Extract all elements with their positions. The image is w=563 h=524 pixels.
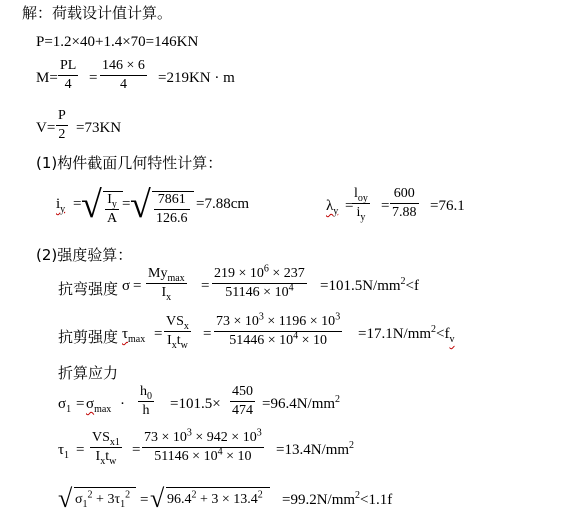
combined-formula	[58, 484, 438, 520]
heading-label: 解：	[22, 4, 53, 22]
combined-eq: =	[140, 492, 149, 508]
sqrt-overline	[74, 487, 136, 488]
combined-radicand-1	[75, 489, 131, 510]
shear-f1-den-b: t	[176, 333, 181, 348]
shear-f1-num-sub: x	[183, 320, 189, 332]
bending-f1-den-sub: x	[166, 291, 172, 303]
m-formula	[36, 58, 336, 103]
combined-r2-b-sup: 2	[257, 489, 263, 501]
tau1-f2-num-b: × 942 × 10	[191, 430, 257, 445]
shear-f1-den-a-sub: x	[171, 339, 177, 351]
sigma1-fraction-1	[138, 384, 154, 419]
combined-result-tail: <1.1f	[360, 492, 393, 508]
bending-eq2: =	[201, 278, 210, 294]
bending-f1-num-sub: max	[167, 272, 185, 284]
iy-lhs	[56, 196, 65, 213]
sqrt-symbol: √	[130, 184, 151, 226]
sigma1-f2-denominator: 474	[232, 403, 253, 418]
tau1-result-exp: 2	[349, 440, 355, 451]
sigma1-fraction-2	[230, 384, 255, 419]
bending-result	[320, 278, 419, 295]
tau1-f1-num-sub: x1	[109, 436, 120, 448]
shear-eq2: =	[203, 326, 212, 342]
bending-label: 抗弯强度	[58, 280, 119, 298]
bending-result-exp: 2	[400, 276, 406, 287]
combined-result-exp: 2	[355, 490, 361, 501]
sigma1-f1-numerator	[138, 384, 154, 401]
shear-result-tail-sub: v	[449, 334, 455, 345]
bending-f2-den-exp: 4	[288, 282, 294, 294]
lambda-lhs	[326, 198, 338, 215]
shear-result-tail: <f	[436, 326, 450, 342]
shear-f2-den-exp: 4	[293, 330, 299, 342]
tau1-symbol: τ	[58, 442, 65, 458]
tau1-result-value: =13.4N/mm	[276, 442, 350, 458]
v-result: =73KN	[76, 120, 122, 136]
shear-f2-num-exp2: 3	[335, 311, 341, 323]
iy-f1-num-sub: y	[111, 198, 117, 210]
v-lhs: V=	[36, 120, 56, 136]
m-f2-numerator: 146 × 6	[102, 58, 145, 73]
v-fraction	[56, 108, 68, 143]
lambda-f2-denominator: 7.88	[392, 205, 417, 220]
sigma1-result-value: =96.4N/mm	[262, 396, 336, 412]
tau1-f1-den-a-sub: x	[100, 455, 106, 467]
v-denominator: 2	[58, 127, 66, 142]
sigma1-dot: ·	[120, 396, 125, 412]
sqrt-overline	[166, 487, 270, 488]
lambda-f1-den-sub: y	[360, 211, 366, 223]
reduced-stress-label: 折算应力	[58, 364, 119, 382]
iy-f1-numerator	[105, 192, 119, 209]
bending-f2-num-a: 219 × 10	[214, 266, 264, 281]
section-2-heading: (2)强度验算：	[36, 246, 133, 264]
sqrt-symbol: √	[58, 484, 73, 513]
m-f1-numerator: PL	[60, 58, 77, 73]
sigma1-result	[262, 396, 340, 413]
sigma1-eq: =	[76, 396, 85, 412]
lambda-eq1: =	[345, 198, 354, 214]
shear-f2-num-a: 73 × 10	[216, 314, 259, 329]
tau1-f2-den-a: 51146 × 10	[154, 449, 218, 464]
shear-f2-den-a: 51446 × 10	[229, 333, 294, 348]
sigma1-mid: =101.5×	[170, 396, 221, 412]
shear-f2-num-b: × 1196 × 10	[263, 314, 336, 329]
combined-radicand-2	[167, 489, 263, 508]
iy-fraction-1	[105, 192, 119, 227]
lambda-f1-num-symbol: l	[354, 186, 358, 201]
tau1-f1-denominator	[94, 448, 119, 465]
shear-f2-denominator	[227, 332, 329, 349]
combined-r1-sigma-sub: 1	[82, 498, 88, 510]
bending-fraction-1	[146, 266, 187, 301]
shear-tau-sub: max	[128, 334, 146, 345]
sigma1-lhs	[58, 396, 71, 413]
bending-eq1: =	[133, 278, 142, 294]
tau1-f1-den-b: t	[105, 449, 110, 464]
sigma-max-subscript: max	[94, 404, 112, 415]
iy-eq1: =	[73, 196, 82, 212]
v-formula	[36, 108, 236, 153]
bending-f1-den-symbol: I	[161, 285, 167, 300]
bending-formula	[58, 263, 478, 311]
bending-result-value: =101.5N/mm	[320, 278, 401, 294]
bending-fraction-2	[212, 263, 307, 301]
combined-r1-tau-sup: 2	[125, 489, 131, 501]
iy-symbol: i	[56, 196, 61, 212]
m-eq: =	[89, 70, 98, 86]
shear-symbol	[122, 326, 145, 343]
tau1-result	[276, 442, 354, 459]
shear-fraction-2	[214, 311, 342, 349]
iy-result: =7.88cm	[196, 196, 250, 212]
m-fraction-2	[100, 58, 147, 93]
shear-f1-num-symbol: VS	[166, 314, 184, 329]
sqrt-symbol: √	[81, 184, 102, 226]
m-fraction-1	[58, 58, 78, 93]
shear-f1-denominator	[165, 332, 190, 349]
iy-subscript: y	[60, 204, 66, 215]
shear-f2-den-b: × 10	[298, 333, 327, 348]
tau1-f2-num-exp2: 3	[256, 427, 262, 439]
shear-fraction-1	[164, 314, 191, 349]
m-f1-denominator: 4	[64, 77, 72, 92]
section-1-heading: (1)构件截面几何特性计算：	[36, 154, 223, 172]
iy-f2-denominator: 126.6	[156, 211, 188, 226]
lambda-f1-den-symbol: i	[356, 205, 361, 220]
shear-result-value: =17.1N/mm	[358, 326, 432, 342]
combined-r1-sigma-sup: 2	[87, 489, 93, 501]
sigma1-f1-num-symbol: h	[140, 384, 147, 399]
sqrt-2	[130, 184, 190, 226]
sigma1-result-exp: 2	[335, 394, 341, 405]
shear-f1-den-b-sub: w	[180, 339, 188, 351]
lambda-subscript: y	[333, 206, 339, 217]
bending-symbol: σ	[122, 278, 131, 294]
shear-tau: τ	[122, 326, 129, 342]
iy-formula	[56, 180, 286, 230]
iy-f2-numerator: 7861	[157, 192, 186, 207]
sqrt-symbol: √	[150, 484, 165, 513]
tau1-formula	[58, 427, 438, 475]
lambda-f1-denominator	[355, 204, 368, 221]
bending-f2-num-b: × 237	[268, 266, 305, 281]
combined-r2-a-sup: 2	[191, 489, 197, 501]
lambda-fraction-2	[390, 186, 419, 221]
lambda-formula	[326, 186, 526, 231]
shear-f1-den-a: I	[167, 333, 172, 348]
sqrt-1	[81, 184, 121, 226]
tau1-fraction-1	[90, 430, 122, 465]
tau1-eq2: =	[132, 442, 141, 458]
lambda-f1-num-sub: oy	[357, 192, 368, 204]
sigma1-symbol: σ	[58, 396, 67, 412]
shear-eq1: =	[154, 326, 163, 342]
tau1-f2-den-exp: 4	[217, 446, 223, 458]
combined-r1-tau-sub: 1	[120, 498, 126, 510]
shear-label: 抗剪强度	[58, 328, 119, 346]
m-lhs: M=	[36, 70, 58, 86]
sigma1-formula	[58, 384, 378, 429]
tau1-f2-den-b: × 10	[222, 449, 252, 464]
tau1-fraction-2	[142, 427, 264, 465]
m-result: =219KN · m	[158, 70, 235, 86]
combined-r2-a: 96.4	[167, 492, 192, 507]
tau1-f2-denominator	[152, 448, 253, 465]
combined-result-value: =99.2N/mm	[282, 492, 356, 508]
combined-r2-b: + 3 × 13.4	[196, 492, 258, 507]
shear-f2-num-exp1: 3	[258, 311, 264, 323]
tau1-subscript: 1	[64, 450, 70, 461]
sigma1-f1-denominator: h	[142, 403, 150, 418]
tau1-f1-num-symbol: VS	[92, 430, 110, 445]
tau1-f1-den-a: I	[95, 449, 101, 464]
iy-f1-num-symbol: I	[107, 192, 112, 207]
combined-r1-sigma: σ	[75, 492, 83, 507]
bending-f1-denominator	[160, 284, 174, 301]
bending-f1-num-symbol: My	[148, 266, 168, 281]
sigma-max	[86, 396, 111, 413]
shear-result	[358, 326, 455, 343]
bending-result-tail: <f	[405, 278, 420, 294]
lambda-f1-numerator	[352, 186, 370, 203]
tau1-eq1: =	[76, 442, 85, 458]
lambda-result: =76.1	[430, 198, 465, 214]
combined-r1-tau: + 3τ	[92, 492, 121, 507]
sigma1-subscript: 1	[66, 404, 72, 415]
bending-f2-denominator	[223, 284, 295, 301]
m-f2-denominator: 4	[119, 77, 127, 92]
sigma1-f1-num-sub: 0	[147, 390, 152, 402]
tau1-f1-den-b-sub: w	[109, 455, 117, 467]
lambda-f2-numerator: 600	[393, 186, 415, 201]
shear-f1-numerator	[164, 314, 191, 331]
shear-f2-numerator	[214, 311, 342, 331]
bending-f2-den-a: 51146 × 10	[225, 285, 289, 300]
tau1-f1-numerator	[90, 430, 122, 447]
sigma1-f2-numerator: 450	[232, 384, 253, 399]
tau1-lhs	[58, 442, 69, 459]
v-numerator: P	[58, 108, 66, 123]
heading-title: 荷载设计值计算。	[52, 4, 173, 22]
sigma-max-symbol: σ	[86, 396, 95, 412]
shear-result-exp: 2	[431, 324, 437, 335]
combined-result	[282, 492, 392, 509]
tau1-f2-num-exp1: 3	[186, 427, 192, 439]
heading	[22, 2, 172, 23]
iy-eq2: =	[122, 196, 131, 212]
lambda-eq2: =	[381, 198, 390, 214]
lambda-symbol: λ	[326, 198, 334, 214]
p-formula: P=1.2×40+1.4×70=146KN	[36, 34, 199, 50]
lambda-fraction-1	[352, 186, 370, 221]
tau1-f2-numerator	[142, 427, 264, 447]
bending-f2-num-exp: 6	[263, 263, 269, 275]
iy-fraction-2	[154, 192, 190, 227]
bending-f2-numerator	[212, 263, 307, 283]
bending-f1-numerator	[146, 266, 187, 283]
iy-f1-denominator: A	[107, 211, 118, 226]
tau1-f2-num-a: 73 × 10	[144, 430, 187, 445]
shear-formula	[58, 311, 488, 359]
